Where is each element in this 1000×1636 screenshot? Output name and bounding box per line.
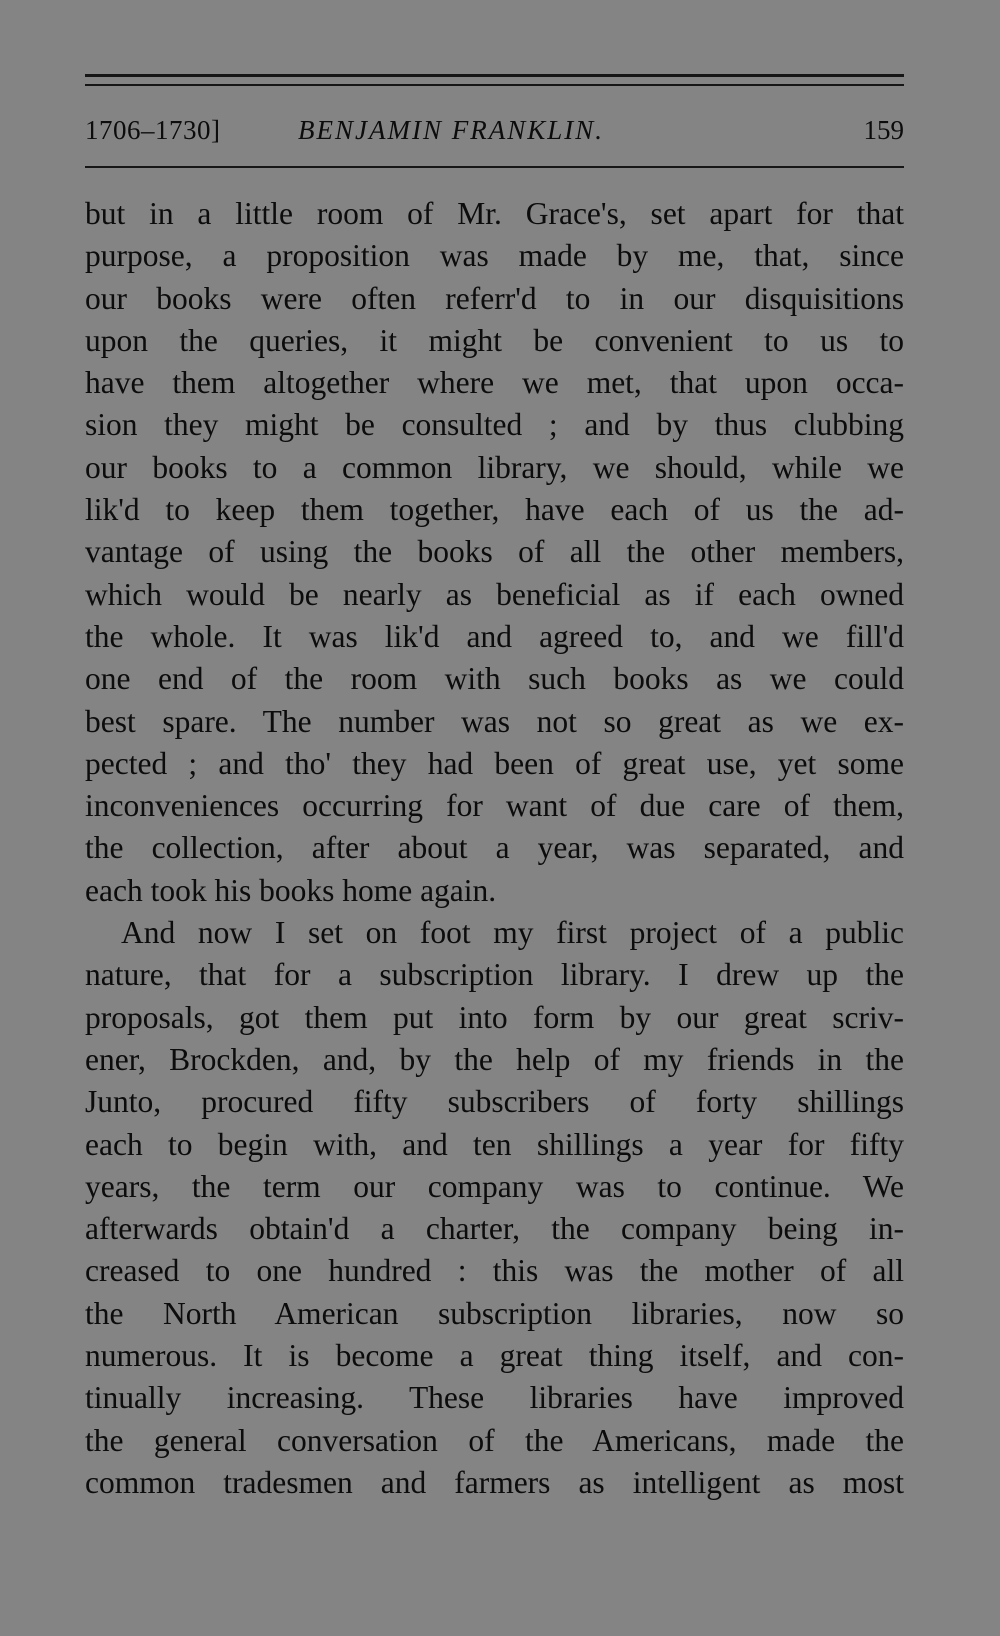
text-line: the North American subscription libraries, now so <box>85 1295 904 1331</box>
text-line: sion they might be consulted ; and by thus clubbing <box>85 407 904 443</box>
header-rule <box>85 166 904 168</box>
body-text <box>85 193 904 1504</box>
text-line: our books to a common library, we should, while we <box>85 449 904 485</box>
top-rule-thick <box>85 74 904 77</box>
text-line: proposals, got them put into form by our great scriv- <box>85 999 904 1035</box>
text-line: creased to one hundred : this was the mother of all <box>85 1253 904 1289</box>
text-line: the whole. It was lik'd and agreed to, and we fill'd <box>85 618 904 654</box>
text-line: the collection, after about a year, was separated, and <box>85 830 904 866</box>
page-number: 159 <box>863 115 904 145</box>
text-line: vantage of using the books of all the other members, <box>85 534 904 570</box>
text-line: but in a little room of Mr. Grace's, set apart for that <box>85 196 904 231</box>
text-line: purpose, a proposition was made by me, that, since <box>85 238 904 274</box>
text-line: one end of the room with such books as we could <box>85 661 904 697</box>
text-line: upon the queries, it might be convenient to us to <box>85 322 904 358</box>
text-line: each to begin with, and ten shillings a year for fifty <box>85 1126 904 1162</box>
text-line: nature, that for a subscription library. I drew up the <box>85 957 904 993</box>
text-line: the general conversation of the Americans, made the <box>85 1422 904 1458</box>
book-page <box>85 0 904 1636</box>
text-line: best spare. The number was not so great as we ex- <box>85 703 904 739</box>
text-line: common tradesmen and farmers as intelligent as most <box>85 1464 904 1500</box>
paragraph-start-line: And now I set on foot my first project of a public <box>121 915 904 951</box>
text-line: lik'd to keep them together, have each of us the ad- <box>85 492 904 528</box>
text-line: afterwards obtain'd a charter, the company being in- <box>85 1211 904 1247</box>
header-years: 1706–1730] <box>85 115 221 145</box>
running-header <box>85 108 904 152</box>
text-line: years, the term our company was to continue. We <box>85 1168 904 1204</box>
text-line: inconveniences occurring for want of due care of them, <box>85 788 904 824</box>
text-line: Junto, procured fifty subscribers of forty shillings <box>85 1084 904 1120</box>
text-line: our books were often referr'd to in our disquisitions <box>85 280 904 316</box>
running-title: BENJAMIN FRANKLIN. <box>298 115 604 145</box>
text-line: numerous. It is become a great thing itself, and con- <box>85 1338 904 1374</box>
text-line: have them altogether where we met, that upon occa- <box>85 365 904 401</box>
paragraph-end-line: each took his books home again. <box>85 872 497 908</box>
top-rule-thin <box>85 84 904 86</box>
text-line: pected ; and tho' they had been of great use, yet some <box>85 745 904 781</box>
text-line: which would be nearly as beneficial as if each owned <box>85 576 904 612</box>
text-line: tinually increasing. These libraries have improved <box>85 1380 904 1416</box>
text-line: ener, Brockden, and, by the help of my friends in the <box>85 1041 904 1077</box>
